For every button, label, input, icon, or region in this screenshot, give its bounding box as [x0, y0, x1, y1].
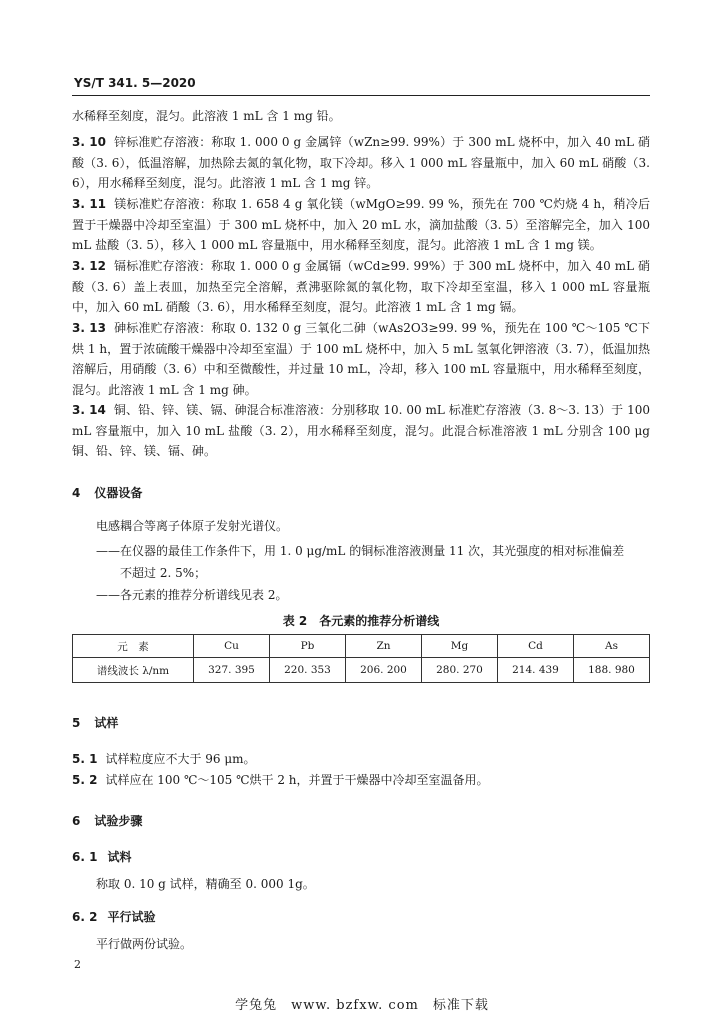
clause-number: 3. 14: [72, 403, 106, 417]
clause-3-11: [72, 194, 650, 256]
clause-text: 锌标准贮存溶液：称取 1. 000 0 g 金属锌（wZn≥99. 99%）于 300 mL 烧杯中，加入 40 mL 硝酸（3. 6），低温溶解，加热除去氮的氧化物，取下冷却。移入 1 000 mL 容量瓶中，加入 60 mL 硝酸（3. 6），用水稀释至刻度，混匀。此溶液 1 mL 含 1 mg 锌。: [72, 135, 650, 190]
section-number: 5: [72, 716, 81, 730]
footer-watermark: 学兔兔 www. bzfxw. com 标准下载: [235, 998, 489, 1013]
clause-3-12: [72, 256, 650, 318]
clause-number: 3. 10: [72, 135, 106, 149]
clause-3-13: [72, 318, 650, 400]
clause-text: 镁标准贮存溶液：称取 1. 658 4 g 氧化镁（wMgO≥99. 99 %，预先在 700 ℃灼烧 4 h，稍冷后置于干燥器中冷却至室温）于 300 mL 烧杯中，加入 20 mL 水，滴加盐酸（3. 5）至溶解完全，加入 100 mL 盐酸（3. 5），移入 1 000 mL 容量瓶中，用水稀释至刻度，混匀。此溶液 1 mL 含 1 mg 镁。: [72, 197, 650, 252]
clause-text: 试样粒度应不大于 96 μm。: [105, 752, 256, 766]
clause-3-10: [72, 132, 650, 194]
section-4-item-1-cont: 不超过 2. 5%；: [120, 566, 207, 580]
clause-text: 砷标准贮存溶液：称取 0. 132 0 g 三氧化二砷（wAs2O3≥99. 99 %，预先在 100 ℃～105 ℃下烘 1 h，置于浓硫酸干燥器中冷却至室温）于 100 mL 烧杯中，加入 5 mL 氢氧化钾溶液（3. 7），低温加热溶解后，用硝酸（3. 6）中和至微酸性，并过量 10 mL，冷却，移入 100 mL 容量瓶中，用水稀释至刻度，混匀。此溶液 1 mL 含 1 mg 砷。: [72, 321, 650, 397]
table-cell: Zn: [346, 635, 422, 658]
clause-number: 6. 1: [72, 850, 98, 864]
header-rule: [72, 95, 650, 96]
clause-text: 镉标准贮存溶液：称取 1. 000 0 g 金属镉（wCd≥99. 99%）于 300 mL 烧杯中，加入 40 mL 硝酸（3. 6）盖上表皿，加热至完全溶解，煮沸驱除氮的氧化物，取下冷却至室温，移入 1 000 mL 容量瓶中，加入 60 mL 硝酸（3. 6），用水稀释至刻度，混匀。此溶液 1 mL 含 1 mg 镉。: [72, 259, 650, 314]
section-title: 试验步骤: [94, 814, 143, 828]
section-4-item-1: ——在仪器的最佳工作条件下，用 1. 0 μg/mL 的铜标准溶液测量 11 次，其光强度的相对标准偏差: [96, 544, 625, 558]
section-4-heading: [72, 484, 142, 501]
clause-number: 3. 13: [72, 321, 106, 335]
table-header-row: [73, 635, 650, 658]
clause-6-1-text: 称取 0. 10 g 试样，精确至 0. 000 1g。: [96, 877, 315, 891]
table-cell: Mg: [422, 635, 498, 658]
table-cell: 220. 353: [270, 658, 346, 683]
table-2: [72, 634, 650, 683]
clause-text: 铜、铅、锌、镁、镉、砷混合标准溶液：分别移取 10. 00 mL 标准贮存溶液（3. 8～3. 13）于 100 mL 容量瓶中，加入 10 mL 盐酸（3. 2），用水稀释至刻度，混匀。此混合标准溶液 1 mL 分别含 100 μg 铜、铅、锌、镁、镉、砷。: [72, 403, 650, 458]
clause-number: 5. 2: [72, 773, 98, 787]
section-title: 仪器设备: [94, 486, 143, 500]
table-cell: 280. 270: [422, 658, 498, 683]
section-number: 4: [72, 486, 81, 500]
page-number: 2: [74, 958, 81, 971]
clause-number: 6. 2: [72, 910, 98, 924]
clause-title: 试料: [107, 850, 132, 864]
section-number: 6: [72, 814, 81, 828]
table-header-label: 元 素: [73, 635, 194, 658]
clause-number: 3. 11: [72, 197, 107, 211]
table-cell: Pb: [270, 635, 346, 658]
clause-5-1: [72, 749, 650, 770]
table-2-caption: 表 2 各元素的推荐分析谱线: [282, 614, 440, 628]
table-cell: 206. 200: [346, 658, 422, 683]
clause-6-2-heading: [72, 908, 155, 925]
table-cell: Cu: [194, 635, 270, 658]
clause-6-1-heading: [72, 848, 131, 865]
clause-6-2-text: 平行做两份试验。: [96, 937, 193, 951]
table-cell: 214. 439: [498, 658, 574, 683]
table-cell: 188. 980: [574, 658, 650, 683]
clause-5-2: [72, 770, 650, 791]
standard-number: YS/T 341. 5—2020: [74, 76, 196, 90]
clause-number: 3. 12: [72, 259, 106, 273]
table-row-label: 谱线波长 λ/nm: [73, 658, 194, 683]
section-4-item-2: ——各元素的推荐分析谱线见表 2。: [96, 588, 288, 602]
table-cell: Cd: [498, 635, 574, 658]
clause-3-14: [72, 400, 650, 462]
section-5-heading: [72, 714, 118, 731]
clause-number: 5. 1: [72, 752, 98, 766]
table-cell: As: [574, 635, 650, 658]
paragraph-lead-end: 水稀释至刻度，混匀。此溶液 1 mL 含 1 mg 铅。: [72, 109, 341, 123]
table-row: [73, 658, 650, 683]
table-cell: 327. 395: [194, 658, 270, 683]
section-title: 试样: [94, 716, 119, 730]
section-6-heading: [72, 812, 142, 829]
clause-title: 平行试验: [107, 910, 156, 924]
section-4-intro: 电感耦合等离子体原子发射光谱仪。: [96, 519, 289, 533]
clause-text: 试样应在 100 ℃～105 ℃烘干 2 h，并置于干燥器中冷却至室温备用。: [105, 773, 489, 787]
